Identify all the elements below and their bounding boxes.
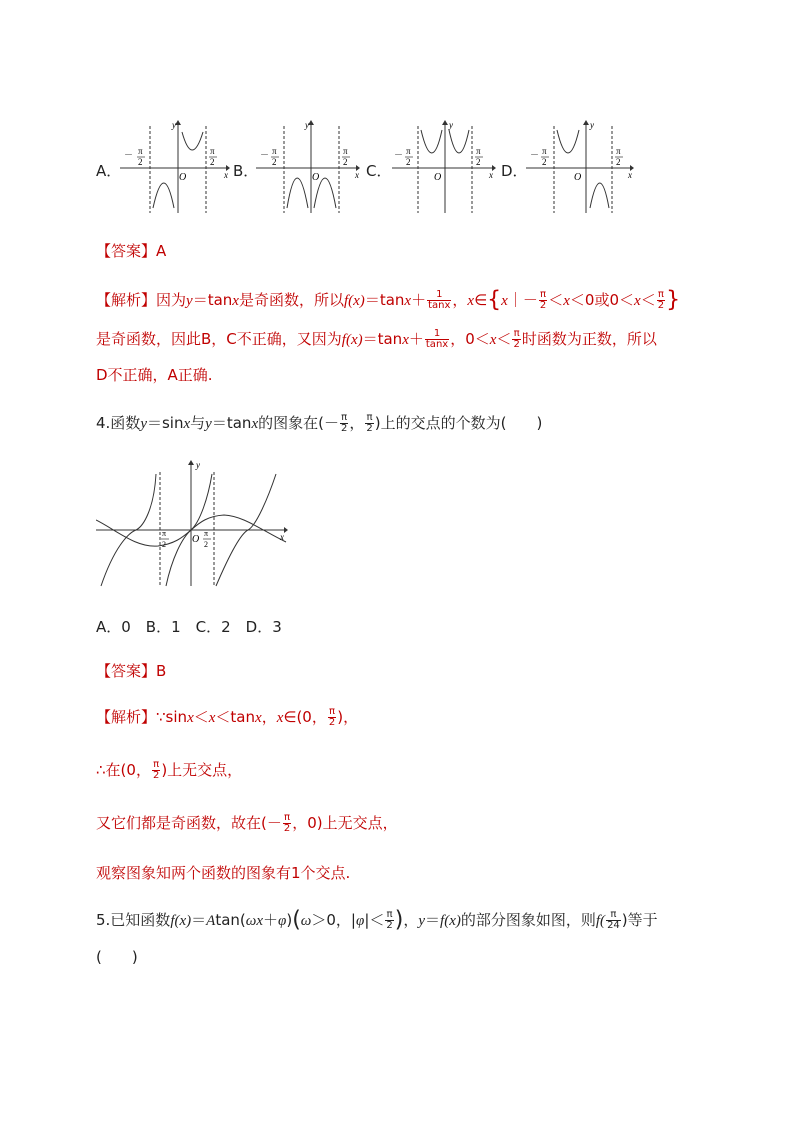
option-a-label: A．	[96, 162, 122, 180]
svg-text:y: y	[305, 120, 309, 130]
svg-text:－: －	[124, 150, 134, 160]
svg-text:2: 2	[138, 157, 143, 167]
svg-text:O: O	[434, 172, 442, 183]
q3-analysis-line3: D不正确，A正确.	[96, 366, 213, 384]
svg-text:y: y	[590, 120, 594, 130]
svg-text:2: 2	[476, 157, 481, 167]
option-c-label: C．	[366, 162, 392, 180]
answer-tag: 【答案】	[96, 242, 157, 260]
svg-text:2: 2	[542, 157, 547, 167]
option-d-label: D．	[501, 162, 528, 180]
q4-graph	[96, 458, 290, 588]
svg-text:O: O	[574, 172, 582, 183]
q4-stem: 4.函数y＝sinx与y＝tanx的图象在(－ $\frac{\pi}{2}$ ， $\frac{\pi}{2}$ )上的交点的个数为( )	[96, 412, 543, 434]
option-c-graph	[392, 118, 502, 216]
x-axis-label: x	[224, 170, 228, 180]
svg-text:π: π	[616, 146, 621, 156]
svg-text:x: x	[489, 170, 493, 180]
svg-text:2: 2	[406, 157, 411, 167]
svg-text:x: x	[280, 532, 284, 542]
svg-text:π: π	[542, 146, 547, 156]
svg-text:－: －	[260, 150, 270, 160]
option-a-graph	[120, 118, 230, 216]
svg-text:x: x	[628, 170, 632, 180]
svg-text:π: π	[476, 146, 481, 156]
svg-text:x: x	[355, 170, 359, 180]
svg-text:2: 2	[272, 157, 277, 167]
q4-analysis-line3: 又它们都是奇函数，故在(－ $\frac{\pi}{2}$ ，0)上无交点，	[96, 812, 398, 834]
svg-text:π: π	[162, 529, 167, 538]
q5-stem-line2: ( )	[96, 948, 138, 966]
q3-analysis-line1: 【解析】因为y＝tanx是奇函数，所以f(x)＝tanx＋ $\frac{1}{\tan x}$ ，x∈{x｜－ $\frac{\pi}{2}$ ＜x＜0或0＜x＜ $\frac{\pi}{2}$ }	[96, 287, 681, 313]
option-d-graph	[526, 118, 638, 216]
svg-text:π: π	[210, 146, 215, 156]
origin-label: O	[179, 172, 187, 183]
q3-analysis-line2: 是奇函数，因此B，C不正确，又因为f(x)＝tanx＋ $\frac{1}{\tan x}$ ，0＜x＜ $\frac{\pi}{2}$ 时函数为正数，所以	[96, 328, 657, 350]
svg-text:y: y	[449, 120, 453, 130]
q3-answer	[96, 240, 166, 261]
svg-text:π: π	[343, 146, 348, 156]
svg-text:－: －	[530, 150, 540, 160]
svg-text:－: －	[394, 150, 404, 160]
svg-text:π: π	[204, 529, 209, 538]
svg-text:2: 2	[210, 157, 215, 167]
svg-text:π: π	[138, 146, 143, 156]
svg-text:2: 2	[616, 157, 621, 167]
q4-analysis-line4: 观察图象知两个函数的图象有1个交点.	[96, 864, 351, 882]
answer-value: A	[156, 242, 167, 260]
q4-analysis-line2: ∴在(0， $\frac{\pi}{2}$ )上无交点，	[96, 759, 243, 781]
q5-stem: 5.已知函数f(x)＝Atan(ωx＋φ)(ω＞0，|φ|＜ $\frac{\pi}{2}$ )，y＝f(x)的部分图象如图，则f( $\frac{\pi}{24}$ )等于	[96, 907, 658, 933]
option-b-label: B．	[233, 162, 259, 180]
option-b-graph	[256, 118, 366, 216]
svg-text:O: O	[312, 172, 320, 183]
q4-analysis-line1: 【解析】∵sinx＜x＜tanx，x∈(0， $\frac{\pi}{2}$ )，	[96, 706, 359, 728]
svg-text:π: π	[406, 146, 411, 156]
q4-answer: 【答案】B	[96, 662, 167, 680]
svg-text:2: 2	[204, 540, 208, 549]
svg-text:π: π	[272, 146, 277, 156]
svg-text:2: 2	[343, 157, 348, 167]
svg-text:O: O	[192, 534, 200, 545]
y-axis-label: y	[172, 120, 176, 130]
svg-text:2: 2	[162, 540, 166, 549]
svg-text:y: y	[196, 460, 200, 470]
q4-options: A．0 B．1 C．2 D．3	[96, 618, 282, 636]
